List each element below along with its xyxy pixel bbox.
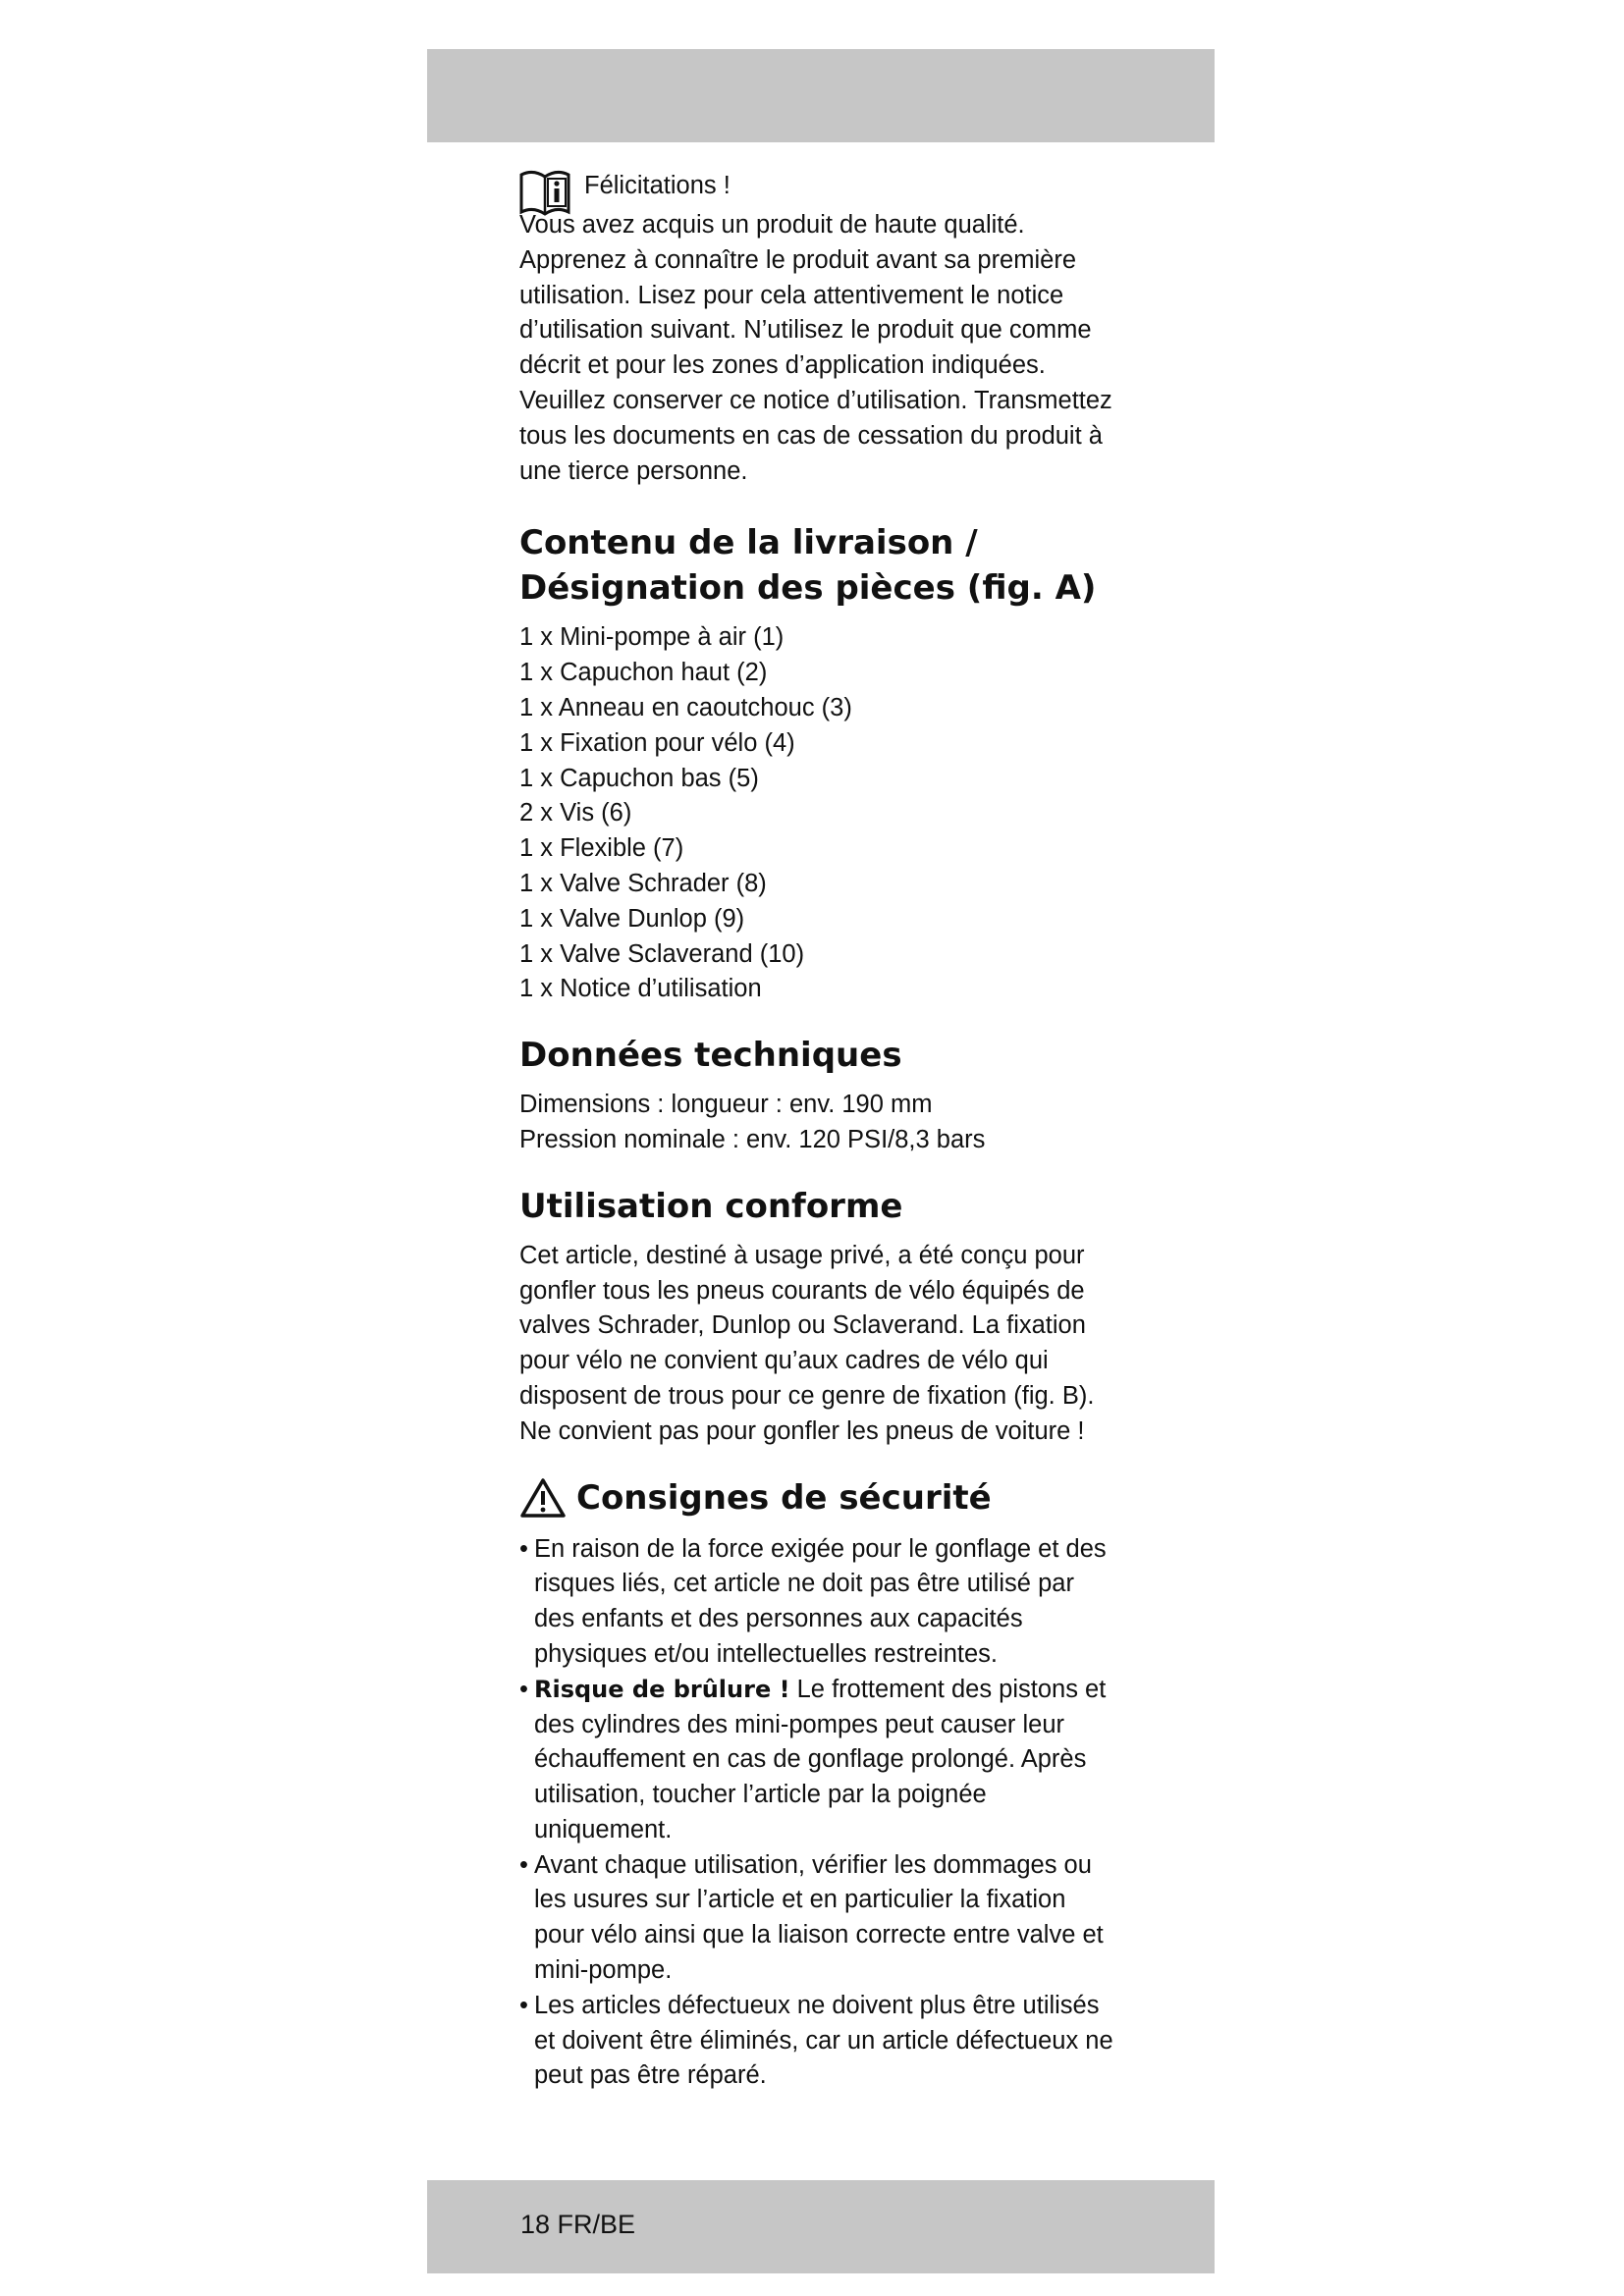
bullet-dot: • <box>519 1850 528 1879</box>
footer-band <box>427 2180 1215 2273</box>
securite-heading <box>519 1475 1118 1521</box>
contenu-heading-line2: Désignation des pièces (fig. A) <box>519 568 1097 609</box>
list-item: 1 x Flexible (7) <box>519 834 684 863</box>
intro-paragraph-2: Veuillez conserver ce notice d’utilisation. Transmettez tous les documents en cas de cessation du produit à une tierce personne. <box>519 386 1112 485</box>
safety-list <box>519 1532 1118 2095</box>
utilisation-heading: Utilisation conforme <box>519 1186 903 1226</box>
list-item: 1 x Anneau en caoutchouc (3) <box>519 693 852 721</box>
securite-heading-text: Consignes de sécurité <box>576 1477 992 1518</box>
page-number: 18 FR/BE <box>520 2210 636 2239</box>
list-item: 1 x Valve Schrader (8) <box>519 869 767 897</box>
utilisation-text: Cet article, destiné à usage privé, a été conçu pour gonfler tous les pneus courants de vélo équipés de valves Schrader, Dunlop ou Sclaverand. La fixation pour vélo ne convient qu’aux cadres de vélo qui disposent de trous pour ce genre de fixation (fig. B). Ne convient pas pour gonfler les pneus de voiture ! <box>519 1241 1095 1445</box>
list-item: 2 x Vis (6) <box>519 799 632 828</box>
burn-risk-label: Risque de brûlure ! <box>534 1675 790 1703</box>
list-item: 1 x Mini-pompe à air (1) <box>519 623 785 652</box>
safety-bullet-2: Le frottement des pistons et des cylindres des mini-pompes peut causer leur échauffement en cas de gonflage prolongé. Après utilisation, toucher l’article par la poignée uniquement. <box>534 1675 1107 1843</box>
warning-triangle-icon <box>519 1477 567 1519</box>
list-item <box>519 1989 1118 2094</box>
safety-bullet-3: Avant chaque utilisation, vérifier les dommages ou les usures sur l’article et en particulier la fixation pour vélo ainsi que la liaison correcte entre valve et mini-pompe. <box>534 1850 1104 1985</box>
list-item: 1 x Fixation pour vélo (4) <box>519 728 795 757</box>
intro-paragraph-1: Vous avez acquis un produit de haute qualité. Apprenez à connaître le produit avant sa première utilisation. Lisez pour cela attentivement le notice d’utilisation suivant. N’utilisez le produit que comme décrit et pour les zones d’application indiquées. <box>519 211 1092 380</box>
list-item: 1 x Valve Sclaverand (10) <box>519 939 805 968</box>
list-item: 1 x Notice d’utilisation <box>519 975 762 1003</box>
tech-data <box>519 1088 1118 1158</box>
safety-bullet-1: En raison de la force exigée pour le gonflage et des risques liés, cet article ne doit pas être utilisé par des enfants et des personnes aux capacités physiques et/ou intellectuelles restreintes. <box>534 1534 1107 1668</box>
bullet-dot: • <box>519 1991 528 2019</box>
list-item: 1 x Capuchon bas (5) <box>519 764 759 792</box>
contenu-heading-line1: Contenu de la livraison / <box>519 523 978 563</box>
list-item <box>519 1673 1118 1848</box>
bullet-dot: • <box>519 1675 528 1703</box>
tech-pressure: Pression nominale : env. 120 PSI/8,3 bars <box>519 1125 986 1153</box>
contenu-heading <box>519 520 1118 611</box>
page-content <box>519 165 1118 2094</box>
list-item <box>519 1532 1118 1673</box>
intro-title: Félicitations ! <box>584 172 731 199</box>
safety-bullet-4: Les articles défectueux ne doivent plus être utilisés et doivent être éliminés, car un article défectueux ne peut pas être réparé. <box>534 1991 1113 2090</box>
header-band <box>427 49 1215 142</box>
donnees-heading: Données techniques <box>519 1036 902 1076</box>
list-item <box>519 1848 1118 1989</box>
list-item: 1 x Capuchon haut (2) <box>519 659 768 687</box>
parts-list <box>519 620 1118 1007</box>
list-item: 1 x Valve Dunlop (9) <box>519 904 745 933</box>
bullet-dot: • <box>519 1534 528 1563</box>
tech-dimensions: Dimensions : longueur : env. 190 mm <box>519 1091 933 1119</box>
